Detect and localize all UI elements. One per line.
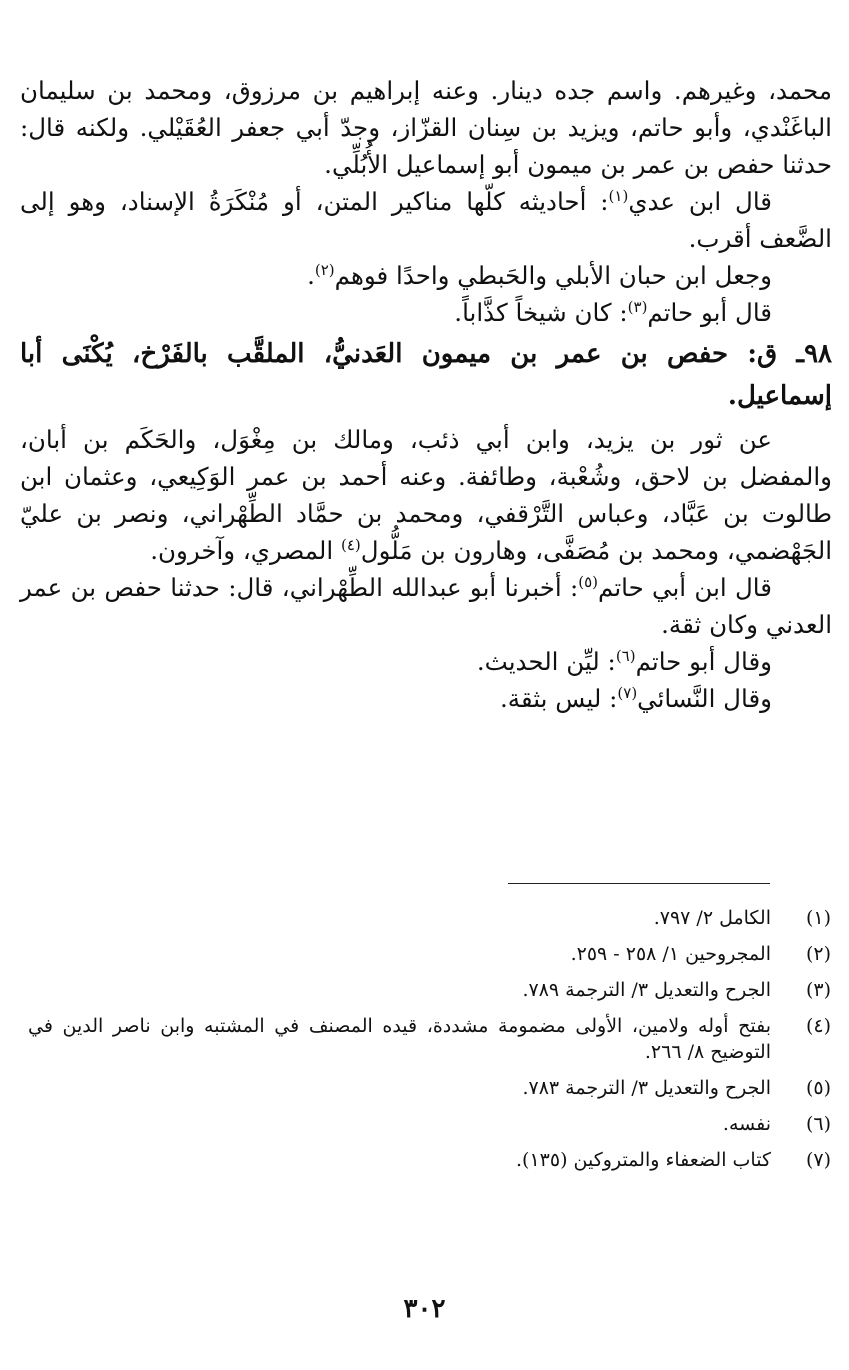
- footnote-item: [28, 1013, 831, 1065]
- paragraph-ibn-hibban: [20, 257, 832, 294]
- paragraph-ibn-adi: [20, 183, 832, 257]
- footnote-item: [28, 941, 831, 967]
- footnote-text: الجرح والتعديل ٣/ الترجمة ٧٨٣.: [522, 1077, 771, 1099]
- paragraph-text-rest: : أحاديثه كلّها مناكير المتن، أو مُنْكَرَةُ الإسناد، وهو إلى الضَّعف أقرب.: [20, 187, 832, 253]
- paragraph-narrators: [20, 421, 832, 569]
- paragraph-text: قال أبو حاتم: [647, 298, 772, 327]
- footnote-item: [28, 1111, 831, 1137]
- footnote-number: (٥): [805, 1077, 831, 1099]
- footnote-ref-3: (٣): [627, 297, 648, 316]
- footnote-text: نفسه.: [722, 1113, 771, 1135]
- footnote-text: المجروحين ١/ ٢٥٨ - ٢٥٩.: [570, 943, 771, 965]
- paragraph-text-rest: المصري، وآخرون.: [150, 536, 341, 565]
- paragraph-text: وقال النَّسائي: [637, 684, 772, 713]
- paragraph-text: وقال أبو حاتم: [635, 647, 772, 676]
- footnote-ref-2: (٢): [314, 260, 335, 279]
- paragraph-ibn-abi-hatim: [20, 569, 832, 643]
- footnote-ref-5: (٥): [578, 572, 599, 591]
- entry-heading-98: ٩٨ـ ق: حفص بن عمر بن ميمون العَدنيُّ، الملقَّب بالفَرْخ، يُكْنَى أبا إسماعيل.: [20, 339, 832, 411]
- footnote-text: الجرح والتعديل ٣/ الترجمة ٧٨٩.: [522, 979, 771, 1001]
- footnote-text: بفتح أوله ولامين، الأولى مضمومة مشددة، قيده المصنف في المشتبه وابن ناصر الدين في التوضيح ٨/ ٢٦٦.: [28, 1015, 771, 1063]
- footnote-item: [28, 1147, 831, 1173]
- paragraph-text-rest: : كان شيخاً كذَّاباً.: [454, 298, 628, 327]
- paragraph-abu-hatim-1: [20, 294, 832, 331]
- footnote-ref-7: (٧): [617, 683, 638, 702]
- paragraph-text-rest: : ليِّن الحديث.: [476, 647, 616, 676]
- paragraph-1: محمد، وغيرهم. واسم جده دينار. وعنه إبراهيم بن مرزوق، ومحمد بن سليمان الباغَنْدي، وأبو حاتم، ويزيد بن سِنان القزّاز، وجدّ أبي جعفر العُقَيْلي. ولكنه قال: حدثنا حفص بن عمر بن ميمون أبو إسماعيل الأُبُلِّي.: [20, 76, 832, 179]
- footnote-ref-4: (٤): [340, 535, 361, 554]
- footnote-ref-1: (١): [608, 186, 629, 205]
- paragraph-text: وجعل ابن حبان الأبلي والحَبطي واحدًا فوهم: [334, 261, 772, 290]
- paragraph-text: قال ابن عدي: [628, 187, 772, 216]
- footnote-number: (٧): [805, 1149, 831, 1171]
- footnote-text: الكامل ٢/ ٧٩٧.: [653, 907, 771, 929]
- paragraph-text: عن ثور بن يزيد، وابن أبي ذئب، ومالك بن مِغْوَل، والحَكَم بن أبان، والمفضل بن لاحق، وشُعْبة، وطائفة. وعنه أحمد بن عمر الوَكِيعي، وعثمان ابن طالوت بن عَبَّاد، وعباس التَّرْقفي، ومحمد بن حمَّاد الطِّهْراني، ونصر بن عليّ الجَهْضمي، ومحمد بن مُصَفَّى، وهارون بن مَلُّول: [20, 425, 832, 565]
- footnote-number: (٢): [805, 943, 831, 965]
- paragraph-text-rest: .: [307, 261, 315, 290]
- footnote-item: [28, 977, 831, 1003]
- footnotes: [28, 905, 831, 1183]
- paragraph-abu-hatim-2: [20, 643, 832, 680]
- footnote-number: (٤): [805, 1015, 831, 1037]
- paragraph-text: قال ابن أبي حاتم: [598, 573, 772, 602]
- main-text: [20, 72, 832, 717]
- footnote-ref-6: (٦): [615, 646, 636, 665]
- footnote-number: (١): [805, 907, 831, 929]
- paragraph-text-rest: : أخبرنا أبو عبدالله الطِّهْراني، قال: حدثنا حفص بن عمر العدني وكان ثقة.: [20, 573, 832, 639]
- footnote-divider: [508, 883, 770, 884]
- footnote-number: (٣): [805, 979, 831, 1001]
- page-number: ٣٠٢: [403, 1294, 446, 1324]
- paragraph-nasai: [20, 680, 832, 717]
- footnote-number: (٦): [805, 1113, 831, 1135]
- paragraph-text-rest: : ليس بثقة.: [499, 684, 618, 713]
- footnote-text: كتاب الضعفاء والمتروكين (١٣٥).: [516, 1149, 771, 1171]
- footnote-item: [28, 905, 831, 931]
- footnote-item: [28, 1075, 831, 1101]
